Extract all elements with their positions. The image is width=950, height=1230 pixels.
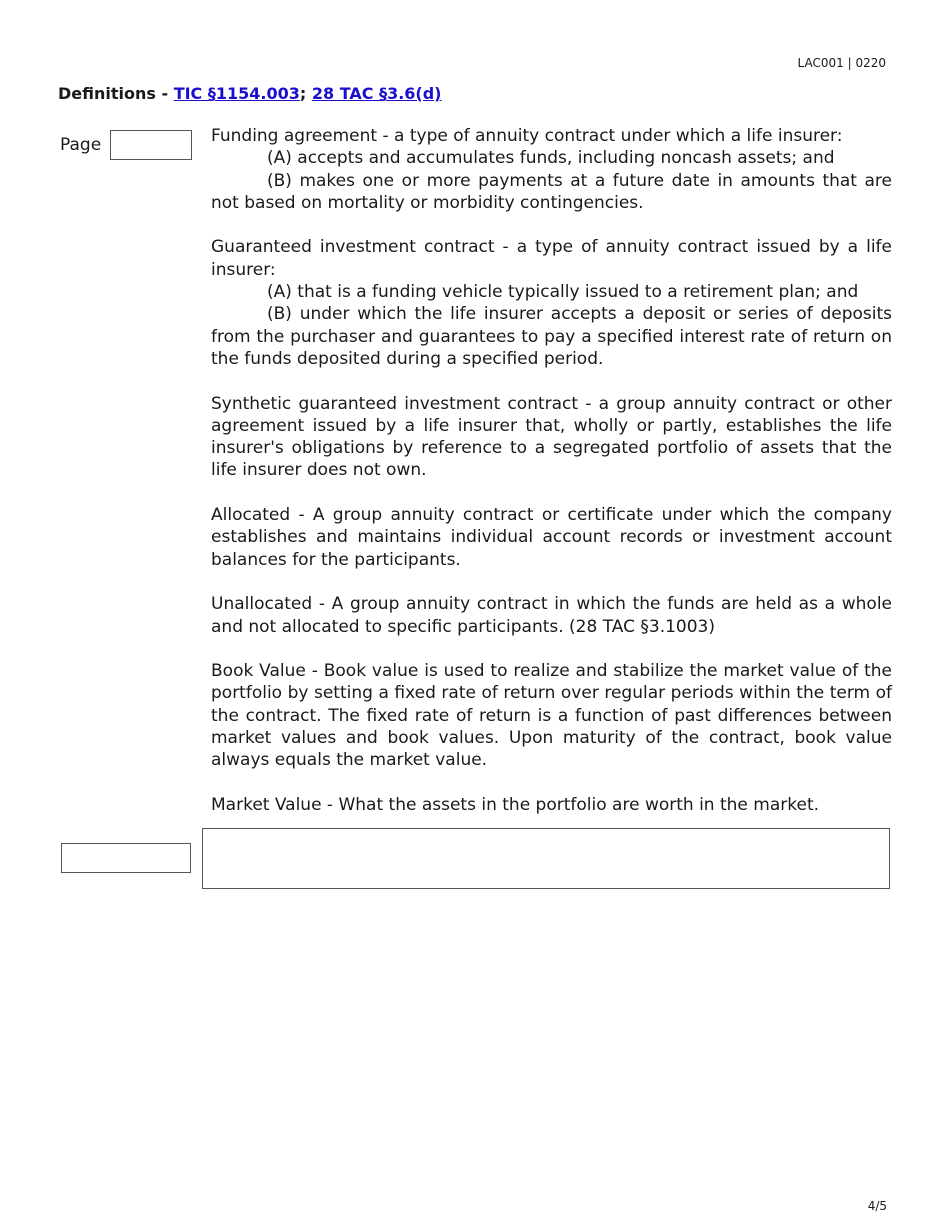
comment-page-input[interactable] xyxy=(61,843,191,873)
funding-agreement-intro: Funding agreement - a type of annuity contract under which a life insurer: xyxy=(211,126,843,146)
funding-agreement-item-b: (B) makes one or more payments at a future date in amounts that are not based on mortality or morbidity contingencies. xyxy=(211,170,892,213)
comment-textarea[interactable] xyxy=(202,828,890,889)
definition-market-value: Market Value - What the assets in the portfolio are worth in the market. xyxy=(211,794,820,815)
section-title: Definitions - xyxy=(58,84,174,103)
link-separator: ; xyxy=(299,84,307,103)
page-number: 4/5 xyxy=(867,1199,887,1213)
definition-book-value: Book Value - Book value is used to realize and stabilize the market value of the portfolio by setting a fixed rate of return over regular periods within the term of the contract. The fixed rate of return is a function of past differences between market values and book values. Upon maturity of the contract, book value always equals the market value. xyxy=(211,661,892,771)
definitions-list xyxy=(211,125,892,816)
definition-unallocated: Unallocated - A group annuity contract in which the funds are held as a whole and not allocated to specific participants. (28 TAC §3.1003) xyxy=(211,594,892,637)
section-heading xyxy=(58,84,441,103)
definition-synthetic-gic: Synthetic guaranteed investment contract - a group annuity contract or other agreement issued by a life insurer that, wholly or partly, establishes the life insurer's obligations by reference to a segregated portfolio of assets that the life insurer does not own. xyxy=(211,393,892,481)
tic-statute-link[interactable]: TIC §1154.003 xyxy=(173,84,300,103)
page-label: Page xyxy=(60,135,102,155)
tac-rule-link[interactable]: 28 TAC §3.6(d) xyxy=(311,84,442,103)
definition-allocated: Allocated - A group annuity contract or certificate under which the company establishes and maintains individual account records or investment account balances for the participants. xyxy=(211,505,892,570)
page-input[interactable] xyxy=(110,130,192,160)
definition-gic xyxy=(211,236,892,370)
form-id: LAC001 | 0220 xyxy=(797,56,886,70)
gic-intro: Guaranteed investment contract - a type of annuity contract issued by a life insurer: xyxy=(211,237,892,280)
gic-item-a: (A) that is a funding vehicle typically issued to a retirement plan; and xyxy=(267,282,859,303)
definition-funding-agreement xyxy=(211,125,892,214)
gic-item-b: (B) under which the life insurer accepts a deposit or series of deposits from the purchaser and guarantees to pay a specified interest rate of return on the funds deposited during a specified period. xyxy=(211,304,892,369)
funding-agreement-item-a: (A) accepts and accumulates funds, including noncash assets; and xyxy=(267,148,835,169)
